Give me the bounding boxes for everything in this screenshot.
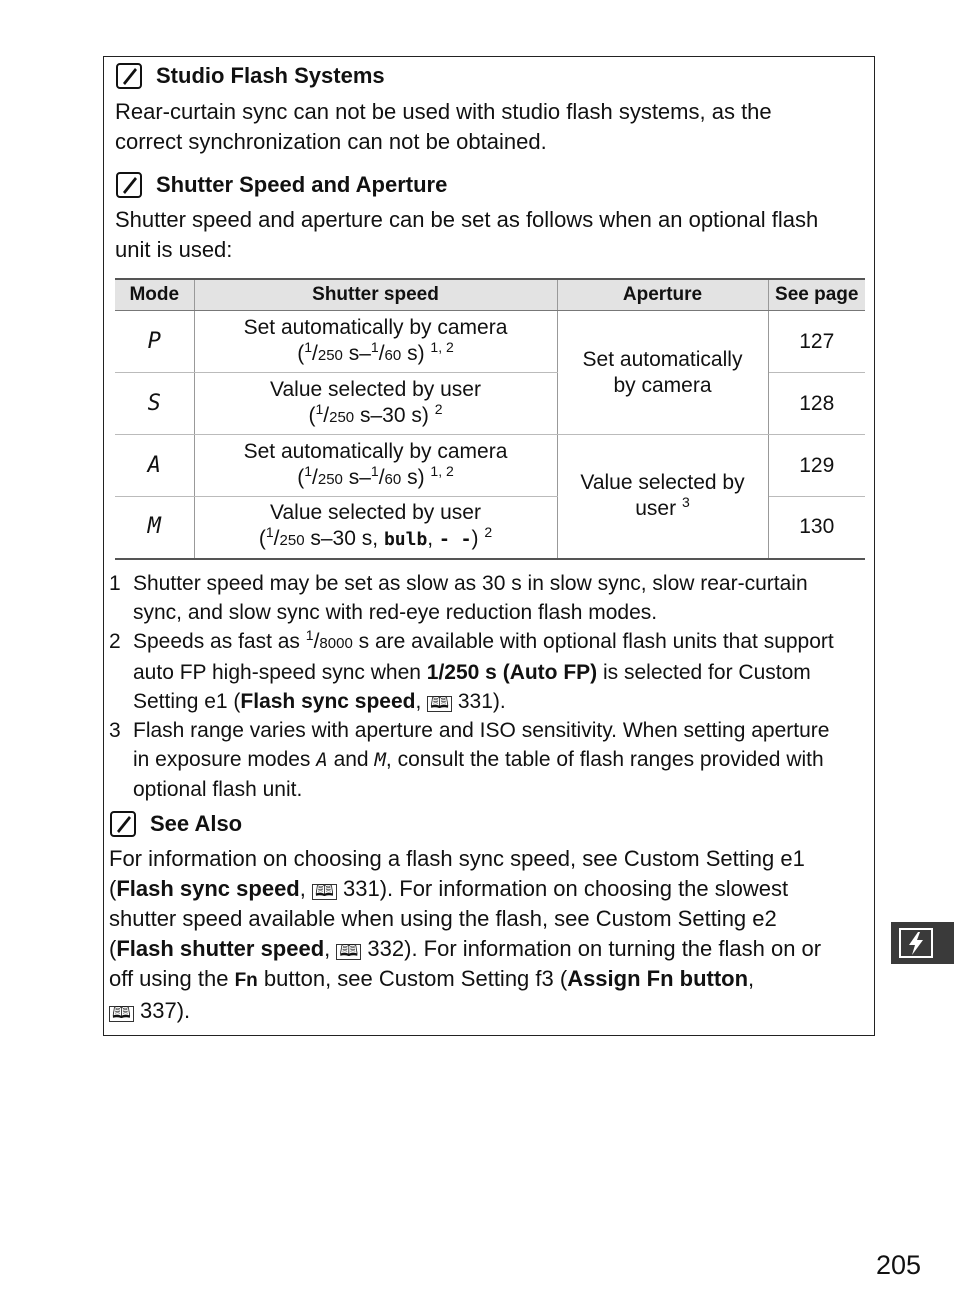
aperture-text: user — [635, 497, 677, 521]
page-link[interactable]: 331 — [457, 690, 493, 713]
aperture-text: Set automatically — [582, 347, 743, 371]
book-icon: 🕮 — [336, 944, 361, 960]
book-icon: 🕮 — [427, 696, 452, 712]
table-row — [115, 435, 865, 497]
page-ref: 127 — [768, 311, 865, 373]
studio-flash-text — [115, 97, 772, 157]
mode-s: S — [147, 390, 161, 416]
see-also-line: (Flash shutter speed, 🕮 332). For information on turning the flash on or — [109, 936, 822, 961]
footnote-ref: 3 — [681, 494, 690, 511]
pencil-check-icon — [116, 172, 142, 198]
fn-button-label: Fn — [234, 970, 258, 991]
text: ). For information on choosing the slowest — [379, 876, 789, 901]
range-end: ) — [471, 527, 479, 551]
book-icon: 🕮 — [312, 884, 337, 900]
shutter-aperture-line2: unit is used: — [115, 237, 233, 262]
see-also-line — [109, 964, 871, 996]
text: ). — [176, 998, 191, 1023]
book-icon: 🕮 — [109, 1006, 134, 1022]
shutter-cell — [194, 435, 557, 497]
footnote-text: Shutter speed may be set as slow as 30 s in slow sync, slow rear-curtain — [133, 572, 808, 595]
shutter-range: ($^1$/250 s–$^1$/60 s) $^{1, 2}$ — [297, 338, 454, 365]
shutter-cell — [194, 311, 557, 373]
text: , — [415, 690, 428, 713]
footnote-text: optional flash unit. — [133, 778, 303, 801]
frac-den: 250 — [317, 470, 343, 488]
page-ref: 128 — [768, 373, 865, 435]
see-also-title: See Also — [150, 811, 243, 836]
see-also-line: (Flash sync speed, 🕮 331). For information on choosing the slowest — [109, 876, 789, 901]
frac-den: 8000 — [319, 635, 353, 652]
text: ). For information on turning the flash on or — [404, 936, 822, 961]
flash-settings-table — [115, 278, 865, 560]
studio-flash-line2: correct synchronization can not be obtained. — [115, 129, 547, 154]
shutter-text: Value selected by user — [270, 501, 481, 525]
setting-name: Assign Fn button — [567, 966, 749, 991]
text: is selected for Custom — [597, 661, 811, 684]
shutter-cell — [194, 497, 557, 559]
aperture-text: Value selected by — [580, 471, 745, 495]
frac-num: 1 — [265, 524, 274, 541]
mode-a: A — [316, 749, 328, 771]
table-footnotes — [109, 569, 869, 804]
frac-num: 1 — [304, 462, 313, 479]
aperture-cell — [557, 311, 768, 435]
footnote-number: 1 — [109, 572, 121, 595]
footnote-text: sync, and slow sync with red-eye reduction flash modes. — [133, 601, 658, 624]
range-end: s) — [401, 341, 425, 365]
shutter-text: Value selected by user — [270, 377, 481, 401]
table-header-row — [115, 279, 865, 311]
frac-den: 250 — [279, 532, 305, 550]
page-link[interactable]: 332 — [367, 936, 405, 961]
frac-den: 250 — [329, 408, 355, 426]
page-number: 205 — [876, 1250, 922, 1280]
range-sep: , — [427, 527, 439, 551]
text: Setting e1 ( — [133, 690, 241, 713]
header-shutter-speed: Shutter speed — [194, 279, 557, 311]
page-link[interactable]: 337 — [140, 998, 177, 1023]
see-also-text — [109, 844, 871, 1026]
text: , consult the table of flash ranges provided with — [385, 748, 824, 771]
footnote-text: Flash range varies with aperture and ISO sensitivity. When setting aperture — [133, 719, 830, 742]
frac-num: 1 — [305, 627, 314, 643]
header-see-page: See page — [768, 279, 865, 311]
text: and — [327, 748, 375, 771]
frac-den: 60 — [384, 470, 402, 488]
footnote-ref: 2 — [484, 524, 493, 541]
range-end: s) — [401, 465, 425, 489]
footnote-number: 2 — [109, 630, 121, 653]
mode-p: P — [147, 328, 161, 354]
footnote-text — [133, 687, 869, 716]
frac-num: 1 — [304, 338, 313, 355]
page-ref: 129 — [768, 435, 865, 497]
footnote-number: 3 — [109, 719, 121, 742]
range-sep: s– — [342, 465, 371, 489]
footnote-2 — [109, 627, 869, 716]
table-row — [115, 311, 865, 373]
footnote-text: Speeds as fast as $^1$/8000 s are available with optional flash units that support — [133, 627, 834, 653]
frac-den: 250 — [317, 346, 343, 364]
footnote-text — [133, 745, 869, 775]
shutter-cell — [194, 373, 557, 435]
pencil-check-icon — [116, 63, 142, 89]
notes-box — [103, 56, 875, 1036]
footnote-text — [133, 658, 869, 687]
page-link[interactable]: 331 — [342, 876, 380, 901]
shutter-aperture-heading — [116, 172, 447, 198]
setting-name: 1/250 s (Auto FP) — [426, 661, 598, 684]
aperture-text: by camera — [613, 373, 712, 397]
text: ). — [492, 690, 506, 713]
page-ref: 130 — [768, 497, 865, 559]
studio-flash-line1: Rear-curtain sync can not be used with studio flash systems, as the — [115, 99, 772, 124]
flash-section-tab[interactable] — [891, 922, 954, 964]
shutter-text: Set automatically by camera — [243, 315, 508, 339]
text: button, see Custom Setting f3 ( — [257, 966, 568, 991]
setting-name: Flash sync speed — [116, 876, 300, 901]
mode-a: A — [147, 452, 161, 478]
text: , — [748, 966, 755, 991]
shutter-aperture-text — [115, 205, 818, 265]
shutter-range: ($^1$/250 s–30 s, bulb, - -) $^2$ — [258, 524, 493, 551]
header-aperture: Aperture — [557, 279, 768, 311]
footnote-ref: 2 — [434, 400, 443, 417]
frac-den: 60 — [384, 346, 402, 364]
see-also-line: For information on choosing a flash sync speed, see Custom Setting e1 — [109, 846, 805, 871]
pencil-check-icon — [110, 811, 136, 837]
header-mode: Mode — [115, 279, 194, 311]
shutter-range: ($^1$/250 s–30 s) $^2$ — [308, 400, 443, 427]
footnote-3 — [109, 716, 869, 804]
mode-m: M — [374, 749, 386, 771]
shutter-range: ($^1$/250 s–$^1$/60 s) $^{1, 2}$ — [297, 462, 454, 489]
aperture-cell — [557, 435, 768, 559]
footnote-ref: 1, 2 — [430, 338, 454, 355]
shutter-aperture-line1: Shutter speed and aperture can be set as follows when an optional flash — [115, 207, 819, 232]
footnote-1 — [109, 569, 869, 627]
text: in exposure modes — [133, 748, 317, 771]
shutter-aperture-title: Shutter Speed and Aperture — [156, 172, 448, 197]
range-sep: s– — [342, 341, 371, 365]
bulb-display: bulb — [383, 529, 428, 551]
range-sep: s–30 s, — [304, 527, 384, 551]
studio-flash-title: Studio Flash Systems — [156, 63, 385, 88]
text: off using the — [109, 966, 235, 991]
frac-num: 1 — [370, 338, 379, 355]
mode-m: M — [147, 514, 161, 540]
setting-name: Flash shutter speed — [116, 936, 325, 961]
time-display: - - — [438, 529, 472, 551]
footnote-ref: 1, 2 — [430, 462, 454, 479]
studio-flash-heading — [116, 63, 385, 89]
frac-num: 1 — [370, 462, 379, 479]
setting-name: Flash sync speed — [240, 690, 416, 713]
see-also-line — [109, 996, 871, 1026]
see-also-line: shutter speed available when using the flash, see Custom Setting e2 — [109, 906, 777, 931]
text: auto FP high-speed sync when — [133, 661, 427, 684]
text: Speeds as fast as — [133, 630, 306, 653]
range-end: s–30 s) — [354, 403, 429, 427]
see-also-heading — [110, 811, 242, 837]
flash-icon — [897, 926, 937, 960]
frac-num: 1 — [315, 400, 324, 417]
text: s are available with optional flash units that support — [352, 630, 834, 653]
shutter-text: Set automatically by camera — [243, 439, 508, 463]
